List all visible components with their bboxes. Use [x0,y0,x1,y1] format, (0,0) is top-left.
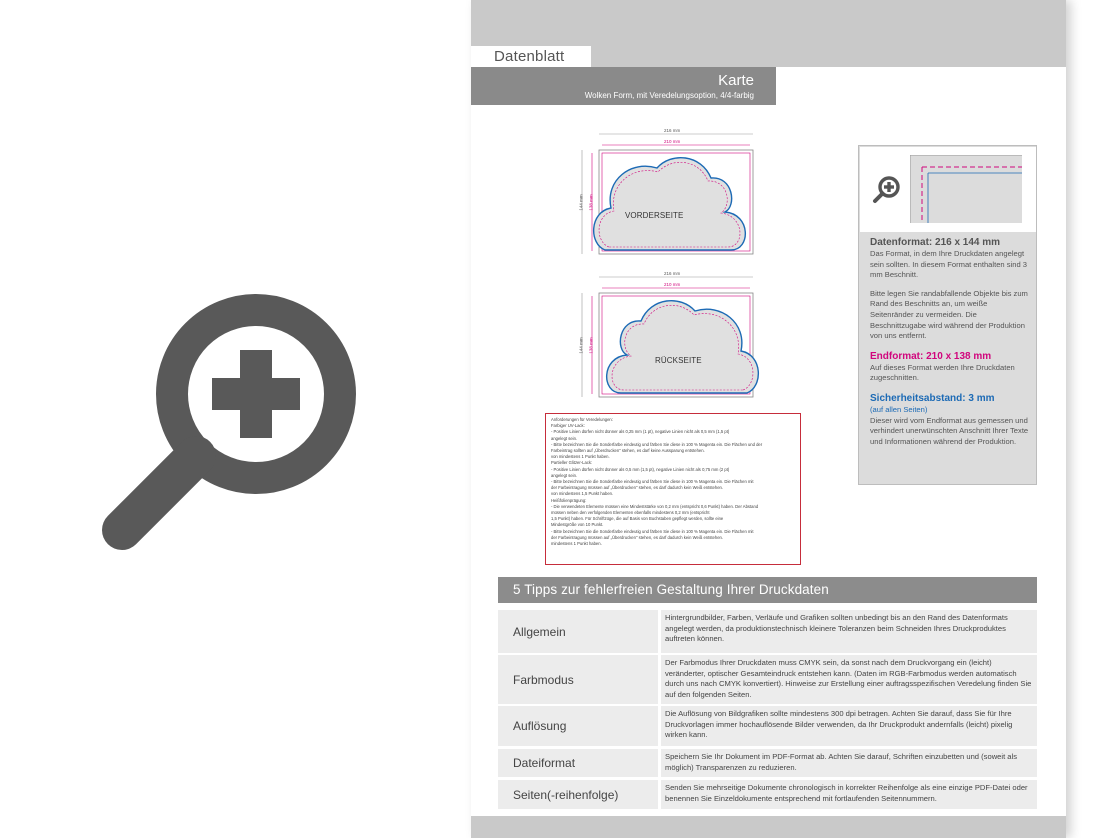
page-footer-bar [471,816,1066,838]
sheet-tab: Datenblatt [471,46,591,67]
front-side-label: VORDERSEITE [625,211,684,220]
zoom-in-icon[interactable] [872,175,902,205]
front-height-inner: 138 mm [588,194,594,211]
requirement-line: - Bitte bezeichnen Sie die Sonderfarbe eindeutig und färben Sie diese in 100 % Magenta ein. Die Flächen mit [551,528,754,534]
format-info-text [870,236,1032,455]
datenformat-text: Das Format, in dem Ihre Druckdaten angelegt sein sollten. In diesem Format enthalten sind 3 mm Beschnitt. [870,249,1028,280]
tip-row [498,749,1037,777]
requirement-line: von mindestens 1 Punkt haben. [551,454,610,460]
back-width-outer: 216 mm [664,271,681,276]
datasheet-page [471,0,1066,838]
requirement-line: - Bitte bezeichnen Sie die Sonderfarbe eindeutig und färben Sie diese in 100 % Magenta ein. Die Flächen und der [551,441,763,447]
back-side-label: RÜCKSEITE [655,356,702,365]
tip-row [498,706,1037,746]
tip-label: Seiten(-reihenfolge) [498,780,658,809]
tip-row [498,610,1037,653]
endformat-text: Auf dieses Format werden Ihre Druckdaten zugeschnitten. [870,362,1015,383]
tip-text: Hintergrundbilder, Farben, Verläufe und Grafiken sollten unbedingt bis an den Rand des Datenformats angelegt werden, da produktionstechnisch kleinere Toleranzen beim Schneiden Ihres Druckproduktes auftreten können. [661,610,1037,653]
requirement-line: Partieller Glitzer-Lack: [551,460,593,466]
requirement-line: Heißfolienprägung: [551,497,587,503]
requirement-line: - Bitte bezeichnen Sie die Sonderfarbe eindeutig und färben Sie diese in 100 % Magenta ein. Die Flächen mit [551,479,754,485]
sicherheitsabstand-title: Sicherheitsabstand: 3 mm [870,392,995,404]
tip-row [498,655,1037,704]
requirement-line: - Positive Linien dürfen nicht dünner als 0,5 mm (1,5 pt), negative Linien nicht als 0,75 mm (2 pt) [551,466,730,472]
sicherheitsabstand-text: Dieser wird vom Endformat aus gemessen und verhindert unerwünschten Anschnitt Ihrer Texte und Informationen während der Produktion. [870,415,1029,446]
requirement-line: von mindestens 1,5 Punkt haben. [551,491,614,497]
requirement-line: - Die verwendeten Elemente müssen eine Mindeststärke von 0,2 mm (entspricht 0,6 Punkt) haben. Der Abstand [551,503,759,509]
back-height-outer: 144 mm [578,337,584,354]
requirement-line: - Positive Linien dürfen nicht dünner als 0,25 mm (1 pt), negative Linien nicht als 0,5 mm (1,5 pt) [551,429,730,435]
endformat-title: Endformat: 210 x 138 mm [870,350,992,362]
requirement-line: Farbeintrag sollten auf „Überdrucken" stehen, es darf keine Aussparung entstehen. [551,448,705,454]
zoom-in-icon[interactable] [96,290,364,558]
tip-text: Der Farbmodus Ihrer Druckdaten muss CMYK sein, da sonst nach dem Druckvorgang ein (leicht) veränderter, optischer Gesamteindruck entstehen kann. (Daten im RGB-Farbmodus werden automatisch durch uns nach CMYK konvertiert). Hinweise zur Erstellung einer auftragsspezifischen Veredelung finden Sie auf den folgenden Seiten. [661,655,1037,704]
requirement-line: Farbiger UV-Lack: [551,423,585,429]
product-title: Karte [718,72,754,89]
front-card-drawing [575,126,765,258]
format-preview [860,147,1036,232]
requirement-line: mindestens 1 Punkt haben. [551,541,602,547]
product-subtitle: Wolken Form, mit Veredelungsoption, 4/4-farbig [584,91,754,100]
tip-text: Senden Sie mehrseitige Dokumente chronologisch in korrekter Reihenfolge als eine einzige PDF-Datei oder benennen Sie Einzeldokumente entsprechend mit fortlaufenden Seitennummern. [661,780,1037,809]
tip-label: Allgemein [498,610,658,653]
front-width-outer: 216 mm [664,128,681,133]
format-info-box [858,145,1037,485]
requirement-line: der Farbeintragung müssen auf „Überdrucken" stehen, es darf dadurch kein Weiß entstehen. [551,485,724,491]
tip-label: Farbmodus [498,655,658,704]
tip-text: Die Auflösung von Bildgrafiken sollte mindestens 300 dpi betragen. Achten Sie darauf, dass Sie für Ihre Druckvorlagen immer hochauflösende Bilder verwenden, da Ihr Druckprodukt andernfalls (leicht) pixelig wirken kann. [661,706,1037,746]
requirement-line: angelegt sein. [551,435,578,441]
sicherheitsabstand-sub: (auf allen Seiten) [870,404,928,414]
requirement-line: 1,5 Punkt) haben. Für Schriftzüge, die auf Basis von Buchstaben gepflegt werden, sollte eine [551,516,724,522]
bleed-corner-diagram [910,155,1022,223]
front-width-inner: 210 mm [664,139,681,144]
requirement-line: Mindestgröße von 10 Punkt. [551,522,604,528]
requirement-line: angelegt sein. [551,472,578,478]
back-width-inner: 210 mm [664,282,681,287]
requirement-line: Anforderungen für Veredelungen: [551,417,613,422]
front-height-outer: 144 mm [578,194,584,211]
back-height-inner: 138 mm [588,337,594,354]
requirement-line: müssen neben den verfolgenden Elementen ebenfalls mindestens 0,2 mm (entspricht [551,510,710,516]
finishing-requirements-box [545,413,801,565]
tips-heading: 5 Tipps zur fehlerfreien Gestaltung Ihrer Druckdaten [498,577,1037,603]
beschnitt-text: Bitte legen Sie randabfallende Objekte bis zum Rand des Beschnitts an, um weiße Seitenränder zu vermeiden. Die Beschnittzugabe wird während der Produktion von uns entfernt. [870,288,1028,341]
tip-row [498,780,1037,809]
requirement-line: der Farbeintragung müssen auf „Überdrucken" stehen, es darf dadurch kein Weiß entstehen. [551,534,724,540]
product-title-band [471,67,776,105]
tip-text: Speichern Sie Ihr Dokument im PDF-Format ab. Achten Sie darauf, Schriften einzubetten und (soweit als möglich) Transparenzen zu reduzieren. [661,749,1037,777]
back-card-drawing [575,269,765,401]
tip-label: Dateiformat [498,749,658,777]
tip-label: Auflösung [498,706,658,746]
datenformat-title: Datenformat: 216 x 144 mm [870,237,1001,248]
